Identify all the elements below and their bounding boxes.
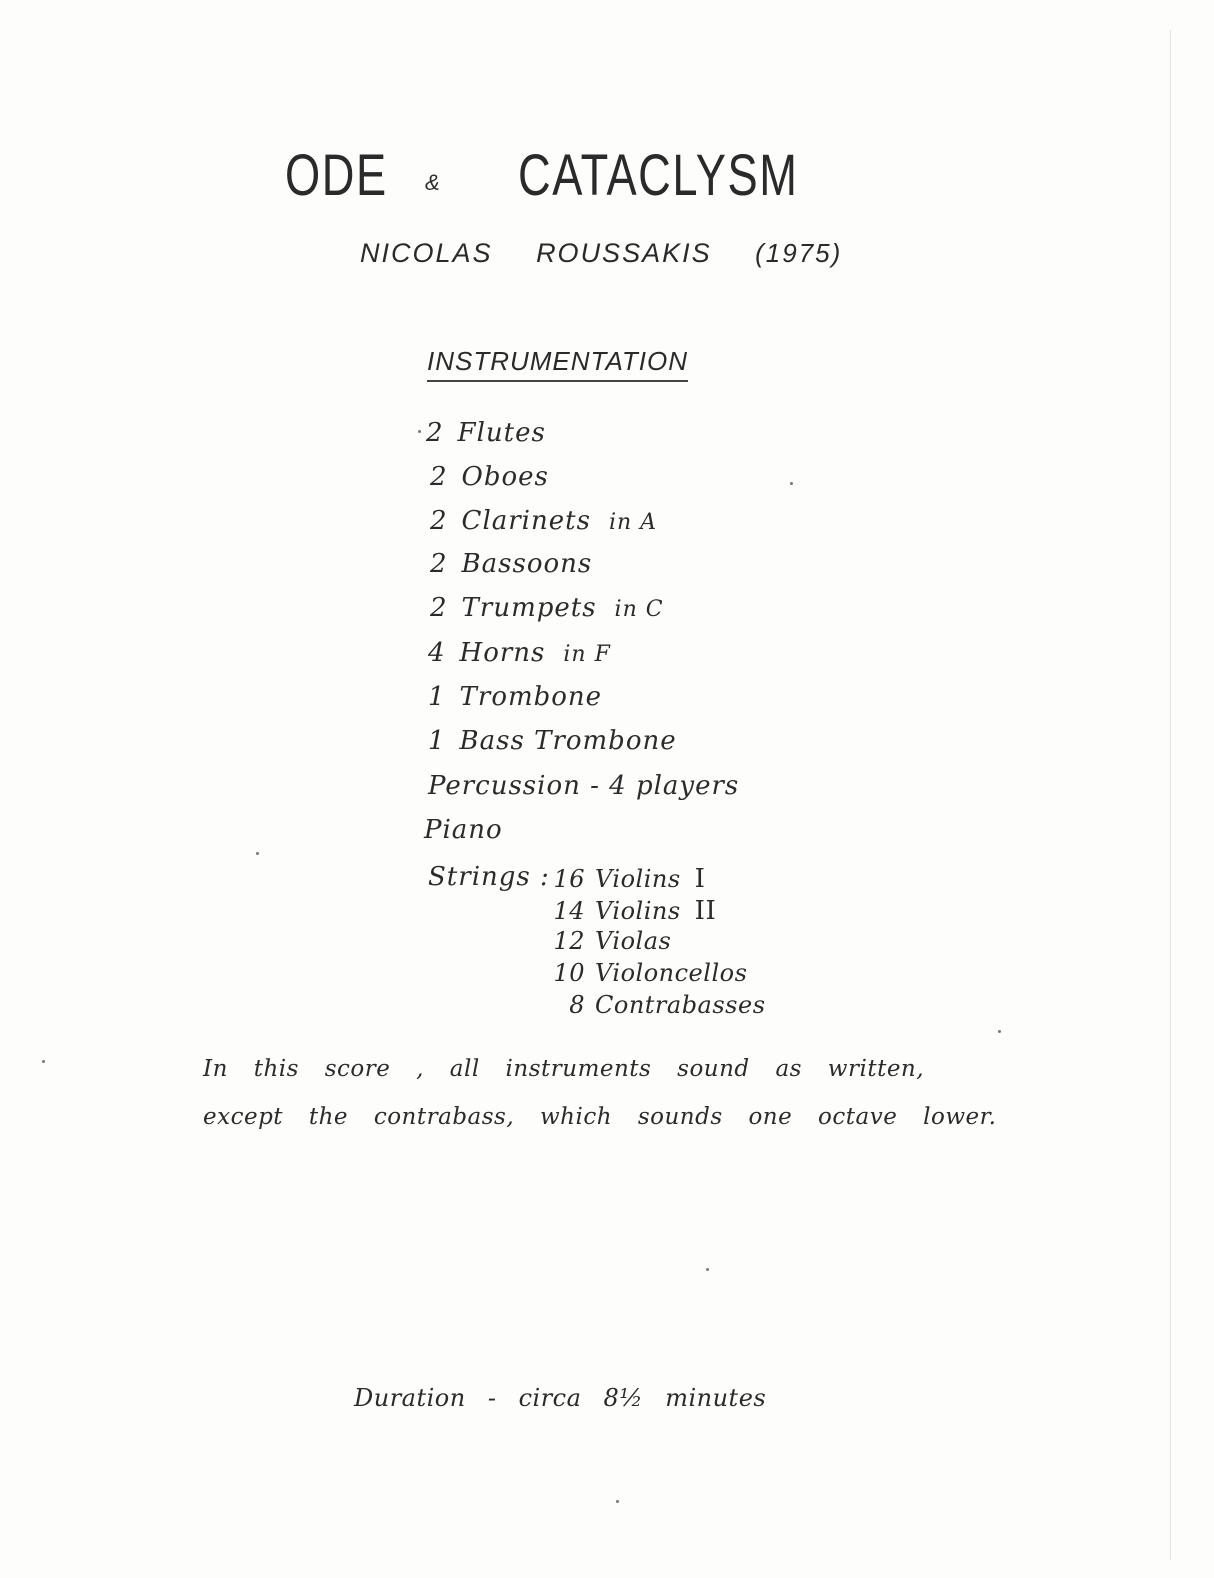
instrument-item: 2 Oboes [430, 462, 549, 492]
string-row: 8 Contrabasses [569, 991, 766, 1019]
instrument-item: Percussion - 4 players [428, 771, 740, 801]
composer-last-name: ROUSSAKIS [536, 238, 712, 268]
paper-speck [998, 1030, 1001, 1033]
instrument-item: 2 Bassoons [430, 549, 593, 579]
paper-speck [706, 1268, 709, 1271]
instrument-item: 1 Trombone [428, 682, 603, 712]
duration-line: Duration - circa 8½ minutes [354, 1384, 767, 1412]
paper-speck [418, 430, 421, 433]
title-word-cataclysm: CATACLYSM [518, 143, 799, 208]
title-ampersand: & [425, 170, 442, 195]
page-edge-line [1170, 30, 1171, 1560]
transposition-note-line-2: except the contrabass, which sounds one octave lower. [203, 1104, 997, 1130]
composer-first-name: NICOLAS [360, 238, 493, 268]
instrumentation-heading: INSTRUMENTATION [427, 346, 688, 382]
transposition-note-line-1: In this score , all instruments sound as written, [203, 1056, 925, 1082]
string-row: 16 Violins I [553, 864, 706, 894]
paper-speck [790, 482, 793, 485]
page-title [285, 142, 825, 222]
instrument-item: 4 Horns in F [428, 638, 611, 668]
string-row: 10 Violoncellos [553, 959, 748, 987]
paper-speck [616, 1500, 619, 1503]
string-row: 12 Violas [553, 927, 672, 955]
title-word-ode: ODE [285, 143, 388, 208]
paper-speck [42, 1060, 45, 1063]
paper-speck [256, 852, 259, 855]
instrument-item: 2 Trumpets in C [430, 593, 664, 623]
string-row: 14 Violins II [553, 896, 717, 926]
composer-line [360, 238, 876, 269]
instrument-item: 1 Bass Trombone [428, 726, 677, 756]
instrument-item: 2 Clarinets in A [430, 506, 658, 536]
instrument-item: Piano [424, 815, 503, 845]
strings-label: Strings : [428, 862, 550, 892]
instrument-item: 2 Flutes [426, 418, 546, 448]
composition-year: (1975) [755, 238, 843, 268]
